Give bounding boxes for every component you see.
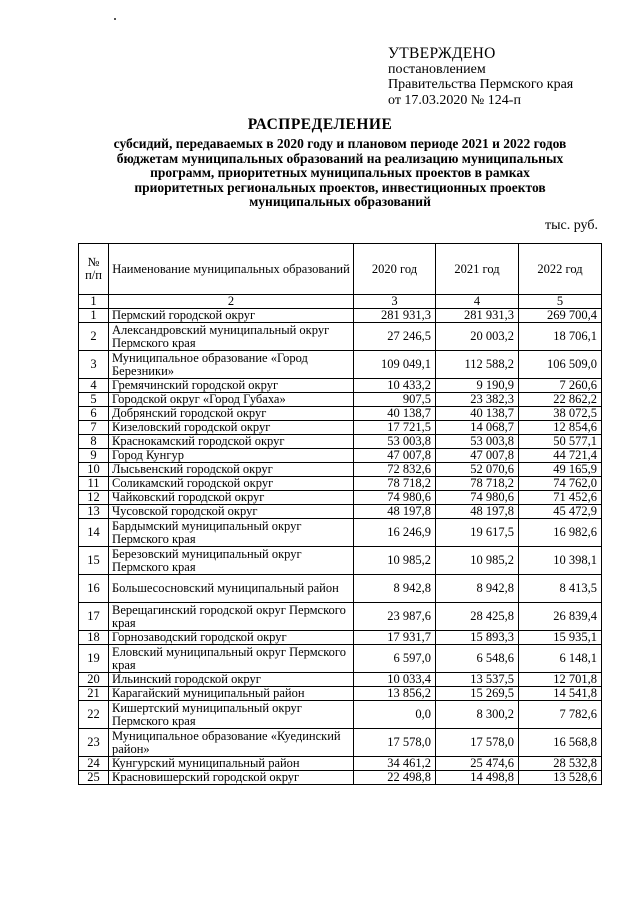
header-2020: 2020 год: [354, 244, 436, 295]
amount-2022: 7 260,6: [519, 379, 602, 393]
amount-2022: 8 413,5: [519, 575, 602, 603]
amount-2020: 72 832,6: [354, 463, 436, 477]
header-2021: 2021 год: [436, 244, 519, 295]
approval-line: от 17.03.2020 № 124-п: [388, 92, 521, 108]
amount-2021: 20 003,2: [436, 323, 519, 351]
amount-2020: 17 931,7: [354, 631, 436, 645]
table-row: [79, 477, 602, 491]
municipality-name: Александровский муниципальный округ Пермского края: [109, 323, 354, 351]
amount-2020: 40 138,7: [354, 407, 436, 421]
table-row: [79, 771, 602, 785]
document-subtitle: [70, 137, 610, 210]
municipality-name: Соликамский городской округ: [109, 477, 354, 491]
amount-2020: 17 578,0: [354, 729, 436, 757]
amount-2020: 0,0: [354, 701, 436, 729]
subsidy-table: [78, 243, 602, 785]
index-cell: 3: [354, 295, 436, 309]
row-number: 2: [79, 323, 109, 351]
amount-2022: 12 854,6: [519, 421, 602, 435]
table-row: [79, 435, 602, 449]
row-number: 10: [79, 463, 109, 477]
index-cell: 4: [436, 295, 519, 309]
scan-speck: [114, 18, 116, 20]
table-row: [79, 421, 602, 435]
municipality-name: Пермский городской округ: [109, 309, 354, 323]
amount-2021: 8 300,2: [436, 701, 519, 729]
row-number: 17: [79, 603, 109, 631]
table-row: [79, 603, 602, 631]
amount-2021: 25 474,6: [436, 757, 519, 771]
municipality-name: Красновишерский городской округ: [109, 771, 354, 785]
column-index-row: [79, 295, 602, 309]
row-number: 19: [79, 645, 109, 673]
approval-heading: УТВЕРЖДЕНО: [388, 45, 496, 62]
amount-2020: 10 985,2: [354, 547, 436, 575]
amount-2020: 281 931,3: [354, 309, 436, 323]
amount-2020: 74 980,6: [354, 491, 436, 505]
row-number: 7: [79, 421, 109, 435]
table-row: [79, 701, 602, 729]
approval-block: [388, 46, 573, 108]
table-row: [79, 407, 602, 421]
table-row: [79, 645, 602, 673]
amount-2021: 78 718,2: [436, 477, 519, 491]
municipality-name: Березовский муниципальный округ Пермского края: [109, 547, 354, 575]
amount-2022: 50 577,1: [519, 435, 602, 449]
amount-2021: 15 893,3: [436, 631, 519, 645]
amount-2020: 27 246,5: [354, 323, 436, 351]
amount-2021: 28 425,8: [436, 603, 519, 631]
amount-2020: 53 003,8: [354, 435, 436, 449]
row-number: 14: [79, 519, 109, 547]
amount-2020: 6 597,0: [354, 645, 436, 673]
row-number: 3: [79, 351, 109, 379]
amount-2021: 9 190,9: [436, 379, 519, 393]
table-row: [79, 309, 602, 323]
table-row: [79, 379, 602, 393]
amount-2022: 45 472,9: [519, 505, 602, 519]
amount-2021: 74 980,6: [436, 491, 519, 505]
amount-2021: 47 007,8: [436, 449, 519, 463]
table-row: [79, 491, 602, 505]
municipality-name: Бардымский муниципальный округ Пермского края: [109, 519, 354, 547]
subtitle-line: муниципальных образований: [249, 194, 431, 210]
amount-2020: 16 246,9: [354, 519, 436, 547]
table-body: [79, 295, 602, 785]
amount-2022: 74 762,0: [519, 477, 602, 491]
amount-2021: 281 931,3: [436, 309, 519, 323]
municipality-name: Лысьвенский городской округ: [109, 463, 354, 477]
municipality-name: Горнозаводский городской округ: [109, 631, 354, 645]
amount-2022: 22 862,2: [519, 393, 602, 407]
row-number: 12: [79, 491, 109, 505]
header-name: Наименование муниципальных образований: [109, 244, 354, 295]
amount-2021: 112 588,2: [436, 351, 519, 379]
amount-2020: 907,5: [354, 393, 436, 407]
amount-2020: 22 498,8: [354, 771, 436, 785]
amount-2022: 10 398,1: [519, 547, 602, 575]
amount-2021: 19 617,5: [436, 519, 519, 547]
table-row: [79, 757, 602, 771]
municipality-name: Добрянский городской округ: [109, 407, 354, 421]
row-number: 23: [79, 729, 109, 757]
row-number: 1: [79, 309, 109, 323]
amount-2020: 10 433,2: [354, 379, 436, 393]
amount-2021: 48 197,8: [436, 505, 519, 519]
amount-2022: 14 541,8: [519, 687, 602, 701]
row-number: 18: [79, 631, 109, 645]
document-title: РАСПРЕДЕЛЕНИЕ: [247, 116, 393, 133]
index-cell: 5: [519, 295, 602, 309]
amount-2022: 26 839,4: [519, 603, 602, 631]
amount-2022: 6 148,1: [519, 645, 602, 673]
table-row: [79, 729, 602, 757]
amount-2020: 109 049,1: [354, 351, 436, 379]
row-number: 9: [79, 449, 109, 463]
header-num: № п/п: [79, 244, 109, 295]
amount-2021: 14 498,8: [436, 771, 519, 785]
subtitle-line: программ, приоритетных муниципальных проектов в рамках: [150, 165, 530, 181]
amount-2022: 7 782,6: [519, 701, 602, 729]
amount-2020: 34 461,2: [354, 757, 436, 771]
table-row: [79, 575, 602, 603]
approval-line: Правительства Пермского края: [388, 77, 574, 92]
table-row: [79, 449, 602, 463]
table-row: [79, 687, 602, 701]
table-header-row: [79, 244, 602, 295]
amount-2020: 47 007,8: [354, 449, 436, 463]
table-row: [79, 673, 602, 687]
row-number: 16: [79, 575, 109, 603]
municipality-name: Еловский муниципальный округ Пермского края: [109, 645, 354, 673]
index-cell: 2: [109, 295, 354, 309]
row-number: 13: [79, 505, 109, 519]
amount-2022: 106 509,0: [519, 351, 602, 379]
amount-2020: 17 721,5: [354, 421, 436, 435]
header-2022: 2022 год: [519, 244, 602, 295]
amount-2022: 15 935,1: [519, 631, 602, 645]
row-number: 11: [79, 477, 109, 491]
row-number: 6: [79, 407, 109, 421]
unit-label: тыс. руб.: [545, 218, 598, 233]
row-number: 15: [79, 547, 109, 575]
table-row: [79, 631, 602, 645]
approval-line: постановлением: [388, 61, 486, 77]
amount-2022: 49 165,9: [519, 463, 602, 477]
row-number: 8: [79, 435, 109, 449]
amount-2021: 17 578,0: [436, 729, 519, 757]
amount-2021: 52 070,6: [436, 463, 519, 477]
amount-2022: 13 528,6: [519, 771, 602, 785]
municipality-name: Ильинский городской округ: [109, 673, 354, 687]
amount-2020: 48 197,8: [354, 505, 436, 519]
amount-2022: 28 532,8: [519, 757, 602, 771]
table-row: [79, 393, 602, 407]
municipality-name: Верещагинский городской округ Пермского края: [109, 603, 354, 631]
index-cell: 1: [79, 295, 109, 309]
amount-2022: 44 721,4: [519, 449, 602, 463]
municipality-name: Муниципальное образование «Город Березники»: [109, 351, 354, 379]
amount-2021: 13 537,5: [436, 673, 519, 687]
table-row: [79, 505, 602, 519]
row-number: 20: [79, 673, 109, 687]
municipality-name: Карагайский муниципальный район: [109, 687, 354, 701]
municipality-name: Чайковский городской округ: [109, 491, 354, 505]
municipality-name: Чусовской городской округ: [109, 505, 354, 519]
amount-2020: 23 987,6: [354, 603, 436, 631]
table-row: [79, 463, 602, 477]
amount-2021: 40 138,7: [436, 407, 519, 421]
amount-2021: 53 003,8: [436, 435, 519, 449]
amount-2020: 8 942,8: [354, 575, 436, 603]
municipality-name: Город Кунгур: [109, 449, 354, 463]
municipality-name: Краснокамский городской округ: [109, 435, 354, 449]
amount-2022: 16 568,8: [519, 729, 602, 757]
table-row: [79, 519, 602, 547]
subtitle-line: бюджетам муниципальных образований на реализацию муниципальных: [116, 150, 564, 166]
municipality-name: Большесосновский муниципальный район: [109, 575, 354, 603]
amount-2021: 14 068,7: [436, 421, 519, 435]
amount-2020: 13 856,2: [354, 687, 436, 701]
row-number: 24: [79, 757, 109, 771]
amount-2021: 15 269,5: [436, 687, 519, 701]
row-number: 25: [79, 771, 109, 785]
municipality-name: Муниципальное образование «Куединский район»: [109, 729, 354, 757]
subtitle-line: приоритетных региональных проектов, инвестиционных проектов: [134, 179, 546, 195]
table-row: [79, 547, 602, 575]
municipality-name: Городской округ «Город Губаха»: [109, 393, 354, 407]
amount-2022: 38 072,5: [519, 407, 602, 421]
amount-2022: 71 452,6: [519, 491, 602, 505]
row-number: 22: [79, 701, 109, 729]
amount-2021: 6 548,6: [436, 645, 519, 673]
amount-2022: 16 982,6: [519, 519, 602, 547]
subtitle-line: субсидий, передаваемых в 2020 году и плановом периоде 2021 и 2022 годов: [113, 136, 567, 151]
municipality-name: Кишертский муниципальный округ Пермского края: [109, 701, 354, 729]
amount-2022: 12 701,8: [519, 673, 602, 687]
amount-2020: 10 033,4: [354, 673, 436, 687]
amount-2020: 78 718,2: [354, 477, 436, 491]
amount-2022: 269 700,4: [519, 309, 602, 323]
amount-2021: 10 985,2: [436, 547, 519, 575]
municipality-name: Кизеловский городской округ: [109, 421, 354, 435]
amount-2022: 18 706,1: [519, 323, 602, 351]
table-row: [79, 351, 602, 379]
table-row: [79, 323, 602, 351]
row-number: 21: [79, 687, 109, 701]
municipality-name: Гремячинский городской округ: [109, 379, 354, 393]
row-number: 5: [79, 393, 109, 407]
row-number: 4: [79, 379, 109, 393]
amount-2021: 23 382,3: [436, 393, 519, 407]
amount-2021: 8 942,8: [436, 575, 519, 603]
municipality-name: Кунгурский муниципальный район: [109, 757, 354, 771]
